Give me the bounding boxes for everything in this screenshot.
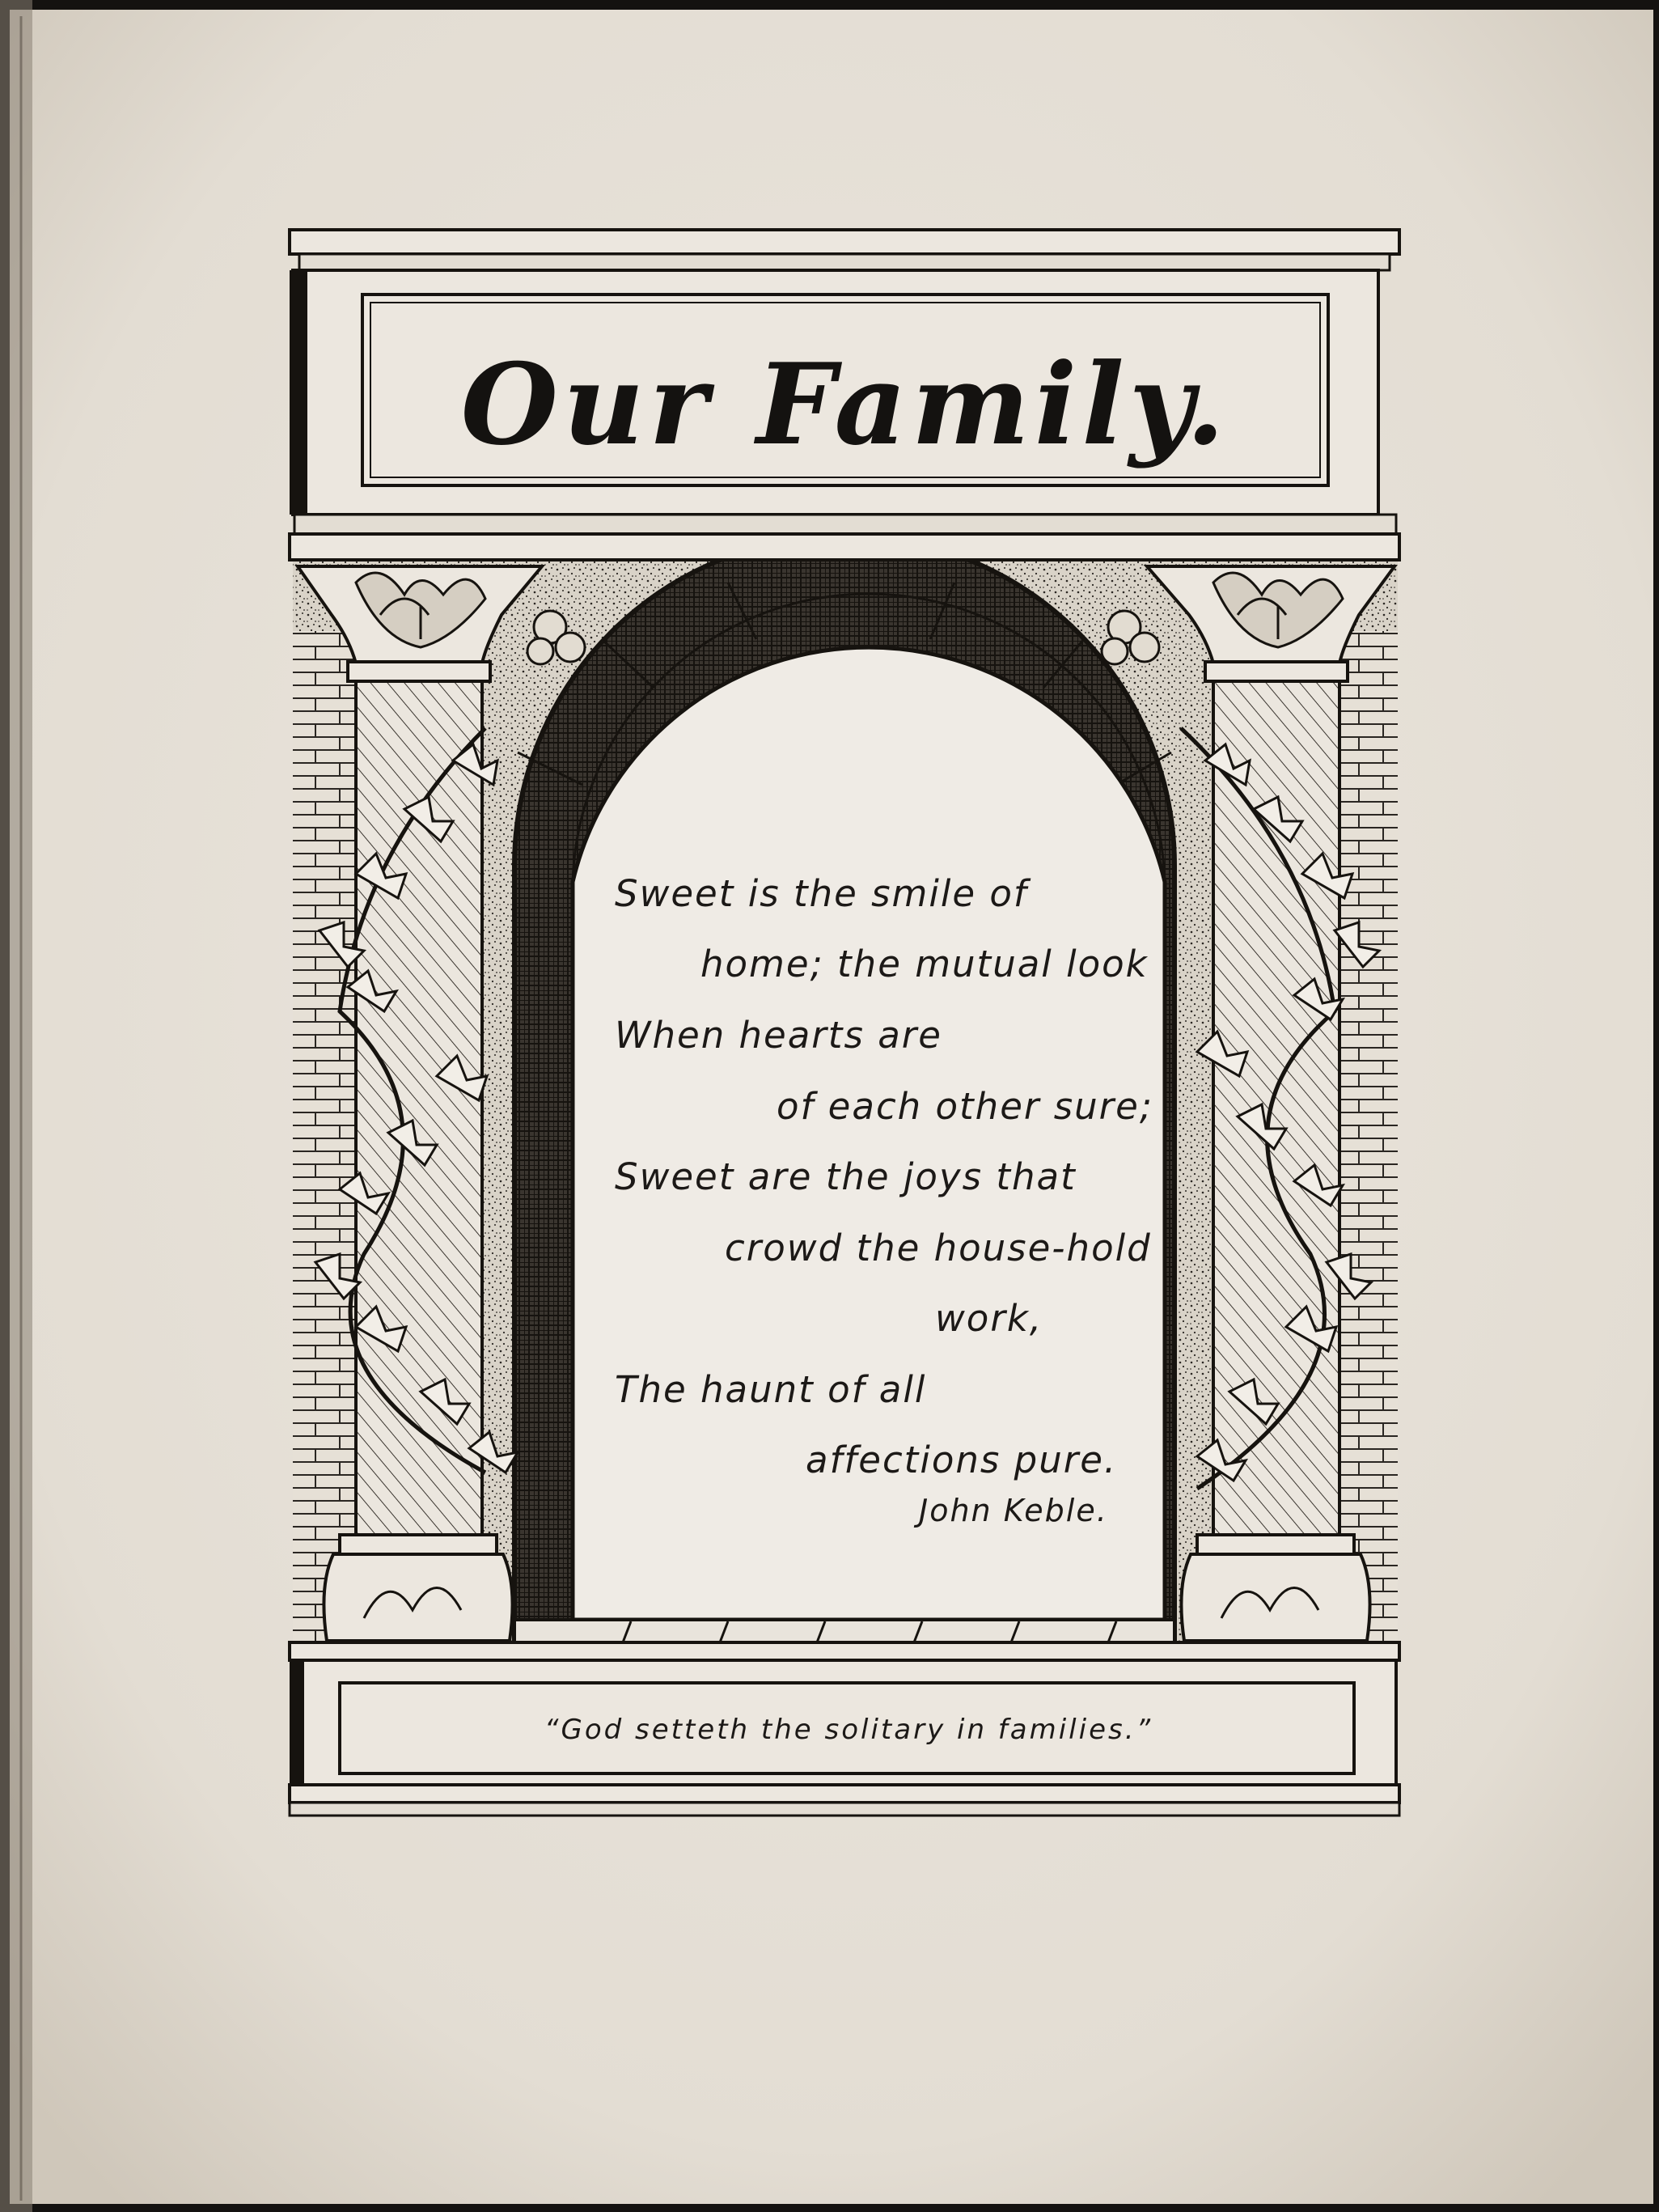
poem-line-3: When hearts are [615, 1014, 942, 1057]
motto-inscription: “God setteth the solitary in families.” [544, 1714, 1153, 1746]
poem-line-6: crowd the house-hold [725, 1227, 1152, 1269]
poem-line-4: of each other sure; [777, 1085, 1154, 1128]
poem-line-7: work, [935, 1297, 1043, 1340]
binding-edge [0, 0, 32, 2212]
poem-line-8: The haunt of all [615, 1368, 927, 1411]
poem-line-5: Sweet are the joys that [615, 1155, 1077, 1198]
poem-author: John Keble. [919, 1493, 1108, 1528]
poem-line-2: home; the mutual look [700, 943, 1149, 985]
page-title: Our Family. [460, 338, 1230, 470]
poem-line-9: affections pure. [806, 1439, 1118, 1481]
poem-line-1: Sweet is the smile of [615, 872, 1028, 915]
